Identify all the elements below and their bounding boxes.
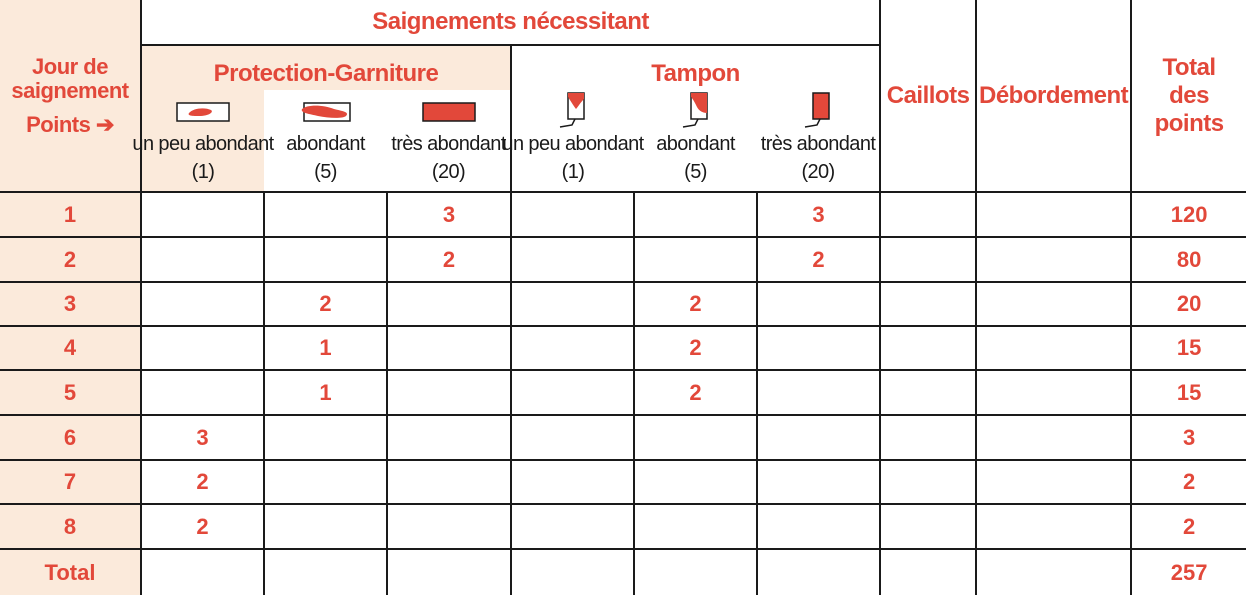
overflow-cell[interactable] xyxy=(976,237,1131,282)
subcol-label: très abondant xyxy=(391,133,506,155)
row-total: 15 xyxy=(1131,326,1246,370)
score-cell[interactable] xyxy=(757,326,880,370)
table-row xyxy=(0,192,1246,237)
score-cell[interactable] xyxy=(511,326,634,370)
subcol-label: un peu abondant xyxy=(502,133,644,155)
score-cell[interactable] xyxy=(757,460,880,504)
day-header-line1: Jour de xyxy=(32,53,108,79)
score-cell[interactable] xyxy=(511,415,634,460)
score-cell[interactable] xyxy=(757,282,880,326)
points-arrow-label: Points ➔ xyxy=(26,111,114,137)
score-cell[interactable]: 1 xyxy=(264,370,387,415)
score-cell[interactable] xyxy=(757,504,880,549)
table-row xyxy=(0,415,1246,460)
day-number: 3 xyxy=(0,282,141,326)
day-number: 5 xyxy=(0,370,141,415)
score-cell[interactable] xyxy=(387,460,511,504)
empty-cell[interactable] xyxy=(976,549,1131,595)
score-cell[interactable] xyxy=(511,460,634,504)
clots-cell[interactable] xyxy=(880,192,976,237)
subcol-pad-heavy xyxy=(387,90,511,192)
empty-cell[interactable] xyxy=(387,549,511,595)
score-cell[interactable] xyxy=(511,192,634,237)
day-number: 8 xyxy=(0,504,141,549)
score-cell[interactable] xyxy=(387,415,511,460)
overflow-cell[interactable] xyxy=(976,415,1131,460)
score-cell[interactable] xyxy=(634,192,757,237)
score-cell[interactable] xyxy=(264,237,387,282)
subcol-points: (20) xyxy=(431,161,466,183)
score-cell[interactable] xyxy=(264,192,387,237)
score-cell[interactable] xyxy=(757,415,880,460)
table-row xyxy=(0,237,1246,282)
score-cell[interactable] xyxy=(634,460,757,504)
score-cell[interactable] xyxy=(387,504,511,549)
score-cell[interactable]: 3 xyxy=(757,192,880,237)
score-cell[interactable] xyxy=(634,415,757,460)
total-points-header xyxy=(1131,0,1246,192)
day-number: 2 xyxy=(0,237,141,282)
clots-cell[interactable] xyxy=(880,326,976,370)
subcol-pad-light xyxy=(132,90,274,192)
row-total: 80 xyxy=(1131,237,1246,282)
score-cell[interactable] xyxy=(387,282,511,326)
grand-total: 257 xyxy=(1131,549,1246,595)
clots-cell[interactable] xyxy=(880,460,976,504)
tampon-moderate-icon xyxy=(681,101,711,131)
empty-cell[interactable] xyxy=(634,549,757,595)
total-header-line2: des xyxy=(1169,81,1209,109)
tampon-light-icon xyxy=(558,101,588,131)
subcol-points: (1) xyxy=(191,161,215,183)
score-cell[interactable]: 3 xyxy=(387,192,511,237)
table-row xyxy=(0,504,1246,549)
row-total: 20 xyxy=(1131,282,1246,326)
day-header-line2: saignement xyxy=(11,77,129,103)
score-cell[interactable] xyxy=(634,504,757,549)
group-title: Saignements nécessitant xyxy=(141,0,880,45)
empty-cell[interactable] xyxy=(141,549,264,595)
day-number: 1 xyxy=(0,192,141,237)
score-cell[interactable]: 2 xyxy=(757,237,880,282)
subcol-tampon-heavy xyxy=(757,90,880,192)
score-cell[interactable] xyxy=(511,282,634,326)
pad-light-icon xyxy=(175,101,231,131)
total-label: Total xyxy=(0,549,141,595)
empty-cell[interactable] xyxy=(264,549,387,595)
empty-cell[interactable] xyxy=(511,549,634,595)
score-cell[interactable] xyxy=(141,282,264,326)
subcol-label: abondant xyxy=(286,133,365,155)
score-cell[interactable] xyxy=(387,326,511,370)
score-cell[interactable]: 2 xyxy=(264,282,387,326)
score-cell[interactable] xyxy=(634,237,757,282)
score-cell[interactable]: 2 xyxy=(141,460,264,504)
score-cell[interactable] xyxy=(141,326,264,370)
subcol-label: un peu abondant xyxy=(132,133,274,155)
overflow-cell[interactable] xyxy=(976,504,1131,549)
score-cell[interactable]: 2 xyxy=(634,326,757,370)
table-row xyxy=(0,326,1246,370)
clots-cell[interactable] xyxy=(880,282,976,326)
score-cell[interactable]: 2 xyxy=(141,504,264,549)
row-total: 15 xyxy=(1131,370,1246,415)
total-header-line1: Total xyxy=(1162,53,1216,81)
subcol-label: très abondant xyxy=(760,133,876,155)
score-cell[interactable] xyxy=(141,192,264,237)
clots-cell[interactable] xyxy=(880,370,976,415)
overflow-cell[interactable] xyxy=(976,282,1131,326)
subcol-points: (5) xyxy=(314,161,337,183)
pad-moderate-icon xyxy=(298,101,354,131)
day-number: 7 xyxy=(0,460,141,504)
table-row xyxy=(0,370,1246,415)
subcol-tampon-light xyxy=(502,90,644,192)
score-cell[interactable] xyxy=(264,460,387,504)
subcol-tampon-moderate xyxy=(634,90,757,192)
score-cell[interactable] xyxy=(387,370,511,415)
clots-cell[interactable] xyxy=(880,504,976,549)
overflow-cell[interactable] xyxy=(976,460,1131,504)
clots-cell[interactable] xyxy=(880,237,976,282)
pad-heavy-icon xyxy=(421,101,477,131)
score-cell[interactable]: 1 xyxy=(264,326,387,370)
empty-cell[interactable] xyxy=(880,549,976,595)
score-cell[interactable] xyxy=(511,504,634,549)
clots-cell[interactable] xyxy=(880,415,976,460)
subcol-points: (5) xyxy=(684,161,707,183)
score-cell[interactable] xyxy=(757,370,880,415)
tampon-group-title: Tampon xyxy=(511,45,880,90)
row-total: 3 xyxy=(1131,415,1246,460)
score-cell[interactable] xyxy=(141,237,264,282)
score-cell[interactable]: 3 xyxy=(141,415,264,460)
overflow-cell[interactable] xyxy=(976,370,1131,415)
total-header-line3: points xyxy=(1154,109,1224,137)
table-row xyxy=(0,282,1246,326)
empty-cell[interactable] xyxy=(757,549,880,595)
score-cell[interactable] xyxy=(511,237,634,282)
score-cell[interactable] xyxy=(264,504,387,549)
score-cell[interactable]: 2 xyxy=(387,237,511,282)
day-column-header xyxy=(0,0,141,192)
row-total: 2 xyxy=(1131,504,1246,549)
day-number: 6 xyxy=(0,415,141,460)
score-cell[interactable] xyxy=(511,370,634,415)
overflow-cell[interactable] xyxy=(976,192,1131,237)
subcol-pad-moderate xyxy=(264,90,387,192)
day-number: 4 xyxy=(0,326,141,370)
score-cell[interactable]: 2 xyxy=(634,282,757,326)
total-row xyxy=(0,549,1246,595)
score-cell[interactable]: 2 xyxy=(634,370,757,415)
score-cell[interactable] xyxy=(141,370,264,415)
overflow-header: Débordement xyxy=(976,0,1131,192)
row-total: 2 xyxy=(1131,460,1246,504)
score-cell[interactable] xyxy=(264,415,387,460)
table-row xyxy=(0,460,1246,504)
overflow-cell[interactable] xyxy=(976,326,1131,370)
row-total: 120 xyxy=(1131,192,1246,237)
clots-header: Caillots xyxy=(880,0,976,192)
subcol-points: (20) xyxy=(801,161,835,183)
tampon-heavy-icon xyxy=(803,101,833,131)
subcol-label: abondant xyxy=(656,133,735,155)
subcol-points: (1) xyxy=(561,161,585,183)
pad-group-title: Protection-Garniture xyxy=(141,45,511,90)
